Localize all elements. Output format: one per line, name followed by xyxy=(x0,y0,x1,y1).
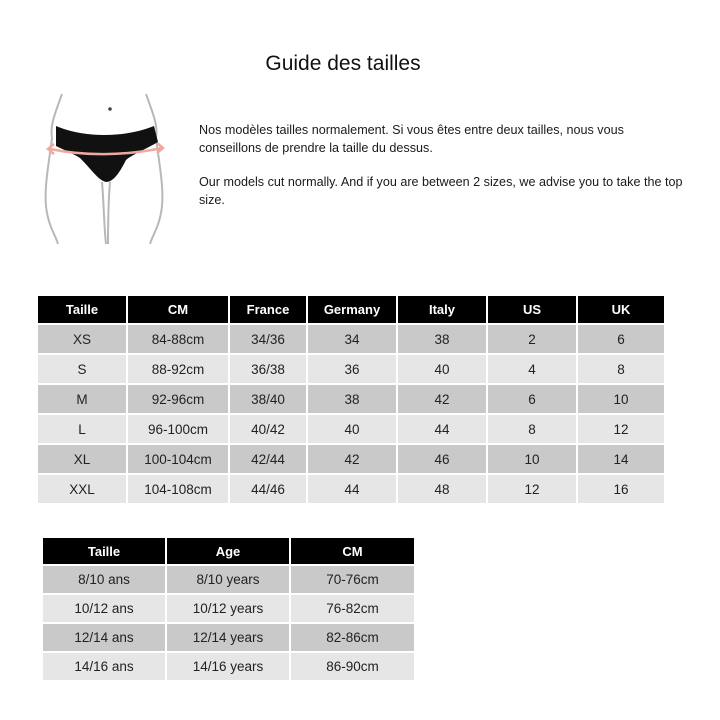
table-row xyxy=(38,415,664,443)
cell-france: 38/40 xyxy=(230,385,306,413)
cell-us: 10 xyxy=(488,445,576,473)
table-row xyxy=(38,325,664,353)
table-row xyxy=(38,385,664,413)
cell-cm: 86-90cm xyxy=(291,653,414,680)
cell-taille: XXL xyxy=(38,475,126,503)
table-header-row xyxy=(38,296,664,323)
cell-taille: 14/16 ans xyxy=(43,653,165,680)
cell-france: 44/46 xyxy=(230,475,306,503)
body-outline-left xyxy=(46,94,62,244)
cell-germany: 34 xyxy=(308,325,396,353)
cell-germany: 38 xyxy=(308,385,396,413)
cell-france: 34/36 xyxy=(230,325,306,353)
table-row xyxy=(38,445,664,473)
cell-italy: 46 xyxy=(398,445,486,473)
body-outline-right xyxy=(146,94,162,244)
cell-us: 12 xyxy=(488,475,576,503)
cell-germany: 42 xyxy=(308,445,396,473)
intro-french: Nos modèles tailles normalement. Si vous êtes entre deux tailles, nous vous conseillons de prendre la taille du dessus. xyxy=(199,123,624,155)
cell-uk: 6 xyxy=(578,325,664,353)
waist-measurement-icon xyxy=(44,86,174,246)
cell-cm: 104-108cm xyxy=(128,475,228,503)
table-row xyxy=(38,475,664,503)
cell-italy: 40 xyxy=(398,355,486,383)
cell-us: 8 xyxy=(488,415,576,443)
cell-cm: 84-88cm xyxy=(128,325,228,353)
cell-germany: 44 xyxy=(308,475,396,503)
cell-taille: 10/12 ans xyxy=(43,595,165,622)
cell-italy: 48 xyxy=(398,475,486,503)
column-header-cm: CM xyxy=(291,538,414,564)
cell-germany: 40 xyxy=(308,415,396,443)
cell-italy: 42 xyxy=(398,385,486,413)
table-row xyxy=(38,355,664,383)
table-row xyxy=(43,624,414,651)
cell-france: 42/44 xyxy=(230,445,306,473)
column-header-france: France xyxy=(230,296,306,323)
leg-inner xyxy=(102,182,110,244)
cell-taille: XS xyxy=(38,325,126,353)
cell-taille: L xyxy=(38,415,126,443)
page-title: Guide des tailles xyxy=(265,52,421,75)
cell-uk: 10 xyxy=(578,385,664,413)
cell-age: 14/16 years xyxy=(167,653,289,680)
cell-cm: 88-92cm xyxy=(128,355,228,383)
cell-germany: 36 xyxy=(308,355,396,383)
navel-mark xyxy=(108,107,112,111)
cell-age: 8/10 years xyxy=(167,566,289,593)
cell-france: 40/42 xyxy=(230,415,306,443)
cell-taille: S xyxy=(38,355,126,383)
table-header-row xyxy=(43,538,414,564)
column-header-taille: Taille xyxy=(38,296,126,323)
column-header-taille: Taille xyxy=(43,538,165,564)
column-header-germany: Germany xyxy=(308,296,396,323)
cell-uk: 16 xyxy=(578,475,664,503)
cell-cm: 100-104cm xyxy=(128,445,228,473)
column-header-age: Age xyxy=(167,538,289,564)
cell-cm: 92-96cm xyxy=(128,385,228,413)
cell-italy: 38 xyxy=(398,325,486,353)
cell-taille: 12/14 ans xyxy=(43,624,165,651)
cell-uk: 8 xyxy=(578,355,664,383)
intro-text xyxy=(199,121,689,225)
column-header-cm: CM xyxy=(128,296,228,323)
intro-english: Our models cut normally. And if you are between 2 sizes, we advise you to take the top size. xyxy=(199,175,683,207)
table-row xyxy=(43,566,414,593)
cell-cm: 96-100cm xyxy=(128,415,228,443)
kids-size-table xyxy=(41,536,416,682)
cell-uk: 12 xyxy=(578,415,664,443)
cell-cm: 76-82cm xyxy=(291,595,414,622)
cell-cm: 70-76cm xyxy=(291,566,414,593)
cell-cm: 82-86cm xyxy=(291,624,414,651)
table-row xyxy=(43,653,414,680)
cell-us: 2 xyxy=(488,325,576,353)
cell-us: 4 xyxy=(488,355,576,383)
column-header-italy: Italy xyxy=(398,296,486,323)
cell-taille: M xyxy=(38,385,126,413)
cell-uk: 14 xyxy=(578,445,664,473)
table-row xyxy=(43,595,414,622)
cell-taille: 8/10 ans xyxy=(43,566,165,593)
cell-us: 6 xyxy=(488,385,576,413)
cell-taille: XL xyxy=(38,445,126,473)
cell-age: 10/12 years xyxy=(167,595,289,622)
cell-france: 36/38 xyxy=(230,355,306,383)
adult-size-table xyxy=(36,294,666,505)
cell-italy: 44 xyxy=(398,415,486,443)
column-header-uk: UK xyxy=(578,296,664,323)
column-header-us: US xyxy=(488,296,576,323)
cell-age: 12/14 years xyxy=(167,624,289,651)
